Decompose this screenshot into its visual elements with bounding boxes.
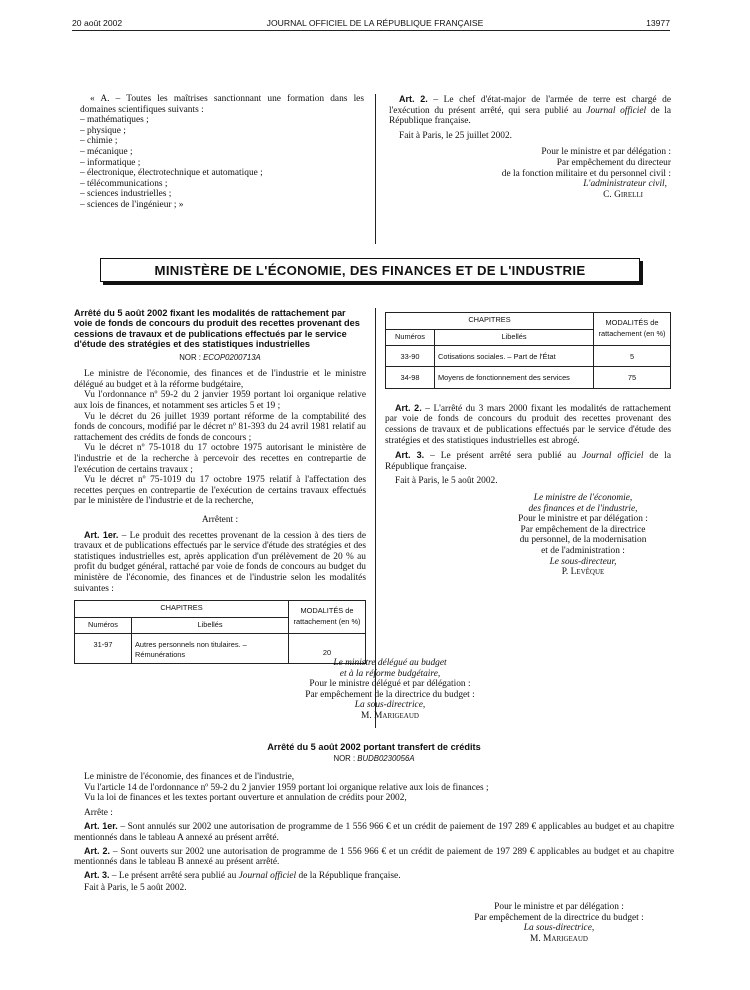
table-cell-numero: 31-97: [75, 633, 132, 663]
list-intro: « A. – Toutes les maîtrises sanctionnant une formation dans les domaines scientifiques suivants :: [80, 94, 364, 115]
table-header-chapitres: CHAPITRES: [75, 601, 289, 618]
header-rule: [72, 30, 670, 31]
visa-paragraph: Vu le décret nº 75-1019 du 17 octobre 1975 relatif à l'affectation des recettes perçues en contrepartie de l'exécution de certains travaux effectués par le ministère de l'industrie et de la recherche,: [74, 475, 366, 507]
arrete-1-art2: Art. 2. – L'arrêté du 3 mars 2000 fixant les modalités de rattachement par voie de fonds de concours du produit des recettes provenant des cessions de travaux et de publications effectués par le service d'étude des stratégies et des statistiques industrielles est abrogé.: [385, 402, 671, 446]
visa-paragraph: Vu la loi de finances et les textes portant ouverture et annulation de crédits pour 2002,: [84, 793, 407, 804]
signature-line: Par empêchement de la directrice: [520, 524, 646, 535]
list-items: [80, 115, 364, 210]
visa-paragraph: Vu le décret du 26 juillet 1939 portant réforme de la comptabilité des fonds de concours, modifié par le décret nº 81-393 du 24 avril 1981 relatif au rattachement des crédits de fonds de concours ;: [74, 411, 366, 443]
signature-minister-line: et à la réforme budgétaire,: [339, 668, 441, 679]
arrete-1-title: Arrêté du 5 août 2002 fixant les modalités de rattachement par voie de fonds de concours du produit des recettes provenant des cessions de travaux et de publications effectués par le service d'étude des stratégies et des statistiques industrielles: [74, 308, 360, 350]
art2-defense-block: [389, 94, 671, 200]
table-header-modalites: MODALITÉS de rattachement (en %): [289, 601, 366, 634]
arretent: Arrêtent :: [201, 514, 239, 525]
signature-line: Pour le ministre et par délégation :: [518, 514, 648, 525]
arrete: Arrête :: [84, 807, 113, 818]
signature-name: M. Marigeaud: [361, 710, 419, 721]
signature-name: M. Marigeaud: [530, 933, 588, 944]
header-page-number: 13977: [646, 18, 670, 28]
signature-line: Par empêchement du directeur: [556, 157, 671, 168]
table-cell-libelle: Moyens de fonctionnement des services: [435, 367, 594, 389]
header-journal-title: JOURNAL OFFICIEL DE LA RÉPUBLIQUE FRANÇAISE: [266, 18, 484, 28]
visa-paragraph: Vu l'ordonnance nº 59-2 du 2 janvier 1959 portant loi organique relative aux lois de finances, et notamment ses articles 5 et 19 ;: [74, 390, 366, 411]
list-item: – sciences de l'ingénieur ; »: [80, 199, 184, 210]
signature-economie: [495, 493, 671, 578]
signature-minister-line: Le ministre de l'économie,: [533, 492, 633, 503]
signature-name: P. Levêque: [561, 567, 605, 578]
arrete-1-left-column: [74, 308, 366, 664]
arrete-2-title: Arrêté du 5 août 2002 portant transfert de crédits: [267, 742, 481, 752]
fait-a-paris-defense: Fait à Paris, le 25 juillet 2002.: [399, 130, 513, 141]
signature-line: Par empêchement de la directrice du budget :: [305, 689, 475, 700]
header-date: 20 août 2002: [72, 18, 123, 28]
list-item: – sciences industrielles ;: [80, 189, 172, 200]
signature-title: La sous-directrice,: [523, 923, 595, 934]
table-cell-modalite: 75: [594, 367, 671, 389]
table-chapitres-right: [385, 312, 671, 389]
art2-defense-paragraph: Art. 2. – Le chef d'état-major de l'armée de terre est chargé de l'exécution du présent arrêté, qui sera publié au Journal officiel de la République française.: [389, 94, 672, 127]
table-header-modalites: MODALITÉS de rattachement (en %): [594, 313, 671, 346]
arrete-1-fait-a-paris: Fait à Paris, le 5 août 2002.: [395, 476, 498, 487]
arrete-1-art1: Art. 1er. – Le produit des recettes provenant de la cession à des tiers de travaux et de publications effectués par le service d'étude des stratégies et des statistiques industrielles est, après application d'un prélèvement de 20 % au profit du budget général, rattaché par voie de fonds de concours au budget du ministère de l'économie, des finances et de l'industrie selon les modalités suivantes :: [74, 529, 366, 594]
table-row: [386, 367, 671, 389]
signature-budget-2: [444, 902, 674, 944]
list-item: – électronique, électrotechnique et automatique ;: [80, 168, 263, 179]
visa-paragraph: Le ministre de l'économie, des finances et de l'industrie et le ministre délégué au budget et à la réforme budgétaire,: [74, 369, 366, 390]
list-item: – chimie ;: [80, 136, 118, 147]
signature-title: L'administrateur civil,: [583, 179, 667, 190]
list-item: – mécanique ;: [80, 146, 133, 157]
table-cell-libelle: Cotisations sociales. – Part de l'État: [435, 345, 594, 367]
signature-line: de la fonction militaire et du personnel civil :: [501, 168, 671, 179]
table-cell-modalite: 20: [289, 633, 366, 663]
signature-line: du personnel, de la modernisation: [519, 535, 647, 546]
signature-budget: [280, 658, 500, 722]
arrete-2-art1: Art. 1er. – Sont annulés sur 2002 une autorisation de programme de 1 556 966 € et un crédit de paiement de 197 289 € applicables au budget et au chapitre mentionnés dans le tableau A annexé au présent arrêté.: [74, 821, 674, 843]
signature-title: La sous-directrice,: [354, 700, 426, 711]
maitrises-list: [80, 94, 364, 211]
arrete-1-visas: [74, 369, 366, 507]
visa-paragraph: Le ministre de l'économie, des finances et de l'industrie,: [84, 772, 295, 782]
signature-name: C. Girelli: [603, 189, 643, 200]
list-item: – télécommunications ;: [80, 178, 168, 189]
visa-paragraph: Vu l'article 14 de l'ordonnance nº 59-2 du 2 janvier 1959 portant loi organique relative aux lois de finances ;: [84, 782, 489, 793]
signature-line: Pour le ministre délégué et par délégation :: [309, 679, 471, 690]
arrete-1-right-column: [385, 312, 671, 578]
table-cell-numero: 33-90: [386, 345, 435, 367]
signature-line: Pour le ministre et par délégation :: [541, 147, 671, 158]
visa-paragraph: Vu le décret nº 75-1018 du 17 octobre 1975 autorisant le ministère de l'industrie et de la recherche à percevoir des recettes en contrepartie de l'exécution de certains travaux ;: [74, 443, 366, 475]
table-header-chapitres: CHAPITRES: [386, 313, 594, 330]
signature-title: Le sous-directeur,: [549, 556, 617, 567]
table-cell-numero: 34-98: [386, 367, 435, 389]
signature-minister-line: Le ministre délégué au budget: [333, 658, 447, 668]
signature-defense: [389, 147, 671, 200]
table-cell-libelle: Autres personnels non titulaires. – Rémunérations: [132, 633, 289, 663]
signature-line: et de l'administration :: [541, 545, 625, 556]
column-divider-top: [375, 94, 376, 244]
arrete-2: [74, 742, 674, 944]
signature-minister-line: des finances et de l'industrie,: [528, 503, 638, 514]
arrete-2-visas: [74, 772, 674, 804]
table-header-numeros: Numéros: [75, 618, 132, 634]
arrete-2-art3: Art. 3. – Le présent arrêté sera publié au Journal officiel de la République française.: [84, 869, 401, 881]
list-item: – physique ;: [80, 125, 126, 136]
list-item: – mathématiques ;: [80, 115, 149, 126]
table-chapitres-left: [74, 600, 366, 664]
table-cell-modalite: 5: [594, 345, 671, 367]
ministry-banner: MINISTÈRE DE L'ÉCONOMIE, DES FINANCES ET DE L'INDUSTRIE: [100, 258, 640, 282]
table-header-libelles: Libellés: [435, 330, 594, 346]
arrete-1-art3: Art. 3. – Le présent arrêté sera publié au Journal officiel de la République française.: [385, 450, 671, 472]
list-item: – informatique ;: [80, 157, 141, 168]
arrete-1-nor: NOR : ECOP0200713A: [179, 352, 261, 362]
arrete-2-nor: NOR : BUDB0230056A: [333, 754, 415, 764]
signature-line: Pour le ministre et par délégation :: [494, 901, 624, 912]
table-header-libelles: Libellés: [132, 618, 289, 634]
table-row: [386, 345, 671, 367]
table-header-numeros: Numéros: [386, 330, 435, 346]
signature-line: Par empêchement de la directrice du budget :: [474, 912, 644, 923]
arrete-2-art2: Art. 2. – Sont ouverts sur 2002 une autorisation de programme de 1 556 966 € et un crédit de paiement de 197 289 € applicables au budget et au chapitre mentionnés dans le tableau B annexé au présent arrêté.: [74, 845, 674, 868]
arrete-2-fait-a-paris: Fait à Paris, le 5 août 2002.: [84, 883, 187, 894]
